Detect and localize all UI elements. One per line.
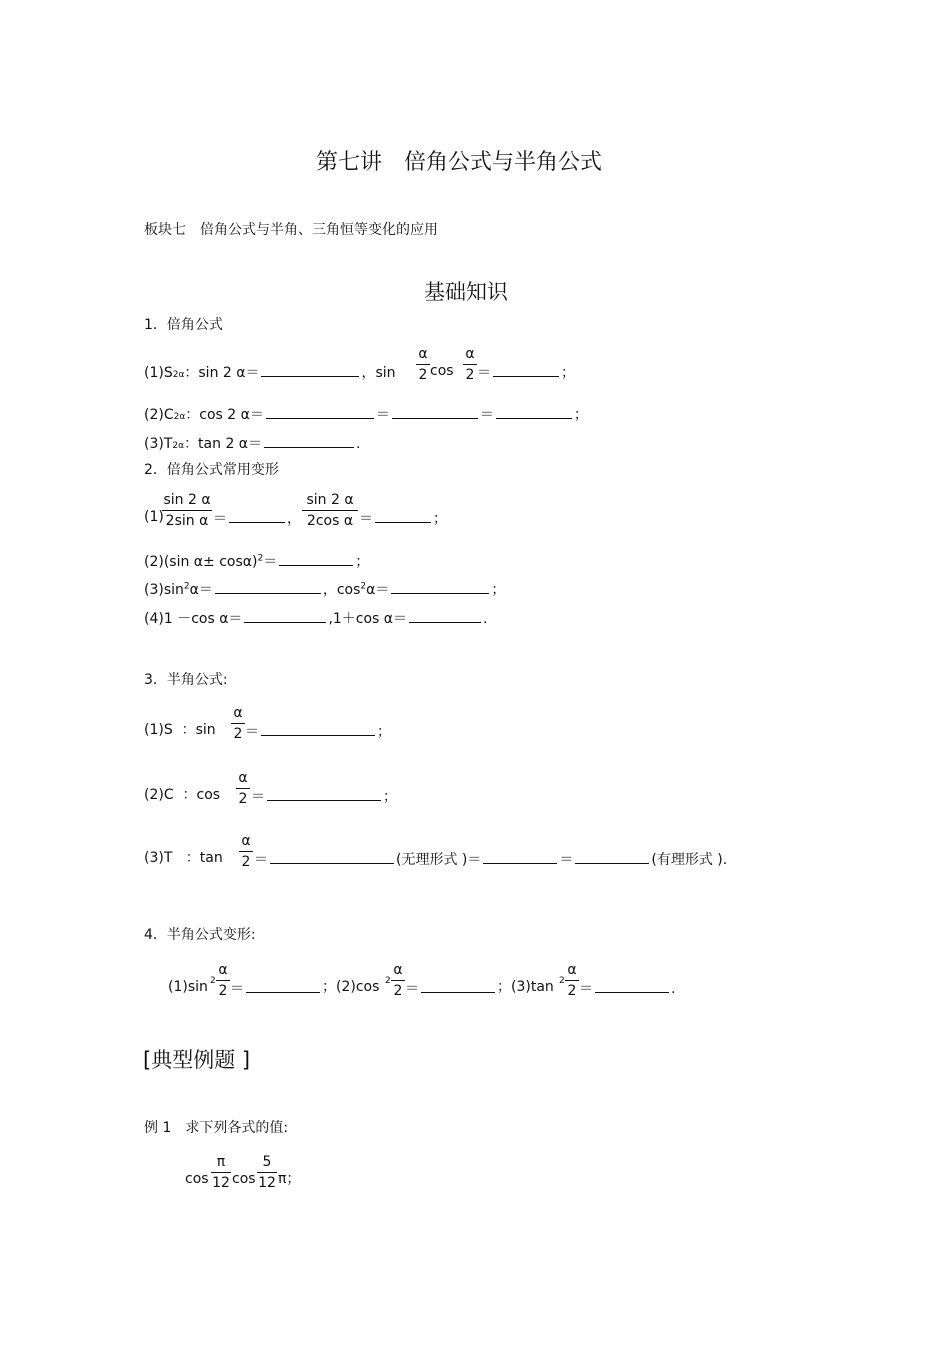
cos-label: cos [430,363,454,379]
s1-line3: (3)T2α：tan 2 α＝ . [144,436,361,452]
blank [391,581,489,594]
sup-2: 2 [385,976,391,986]
blank [264,435,354,448]
blank [261,364,359,377]
s4-item3: ；(3)tan [497,979,554,995]
frac-alpha-over-2: α 2 [463,347,477,382]
page-title: 第七讲 倍角公式与半角公式 [316,150,603,175]
s4-item2: ；(2)cos [322,979,380,995]
blank [392,406,478,419]
examples-heading: [典型例题 ] [143,1048,251,1072]
frac-sin2a-over-2cosa: sin 2 α 2cos α [302,493,358,528]
s4-item1-eq: ＝ [230,980,322,996]
frac-alpha-over-2: α 2 [216,963,230,998]
s3-line3-eq: ＝ (无理形式 )＝ ＝ (有理形式 ). [254,852,728,868]
s3-line2-eq: ＝ ； [251,789,397,805]
s3-line2: (2)C ：cos [144,787,221,803]
cos-label: cos [185,1171,209,1187]
s4-heading: 4．半角公式变形: [144,927,256,943]
sup-2: 2 [210,976,216,986]
s2-item1-label: (1) [144,509,164,525]
frac-alpha-over-2: α 2 [565,963,579,998]
blank [244,610,326,623]
s3-line1: (1)S ：sin [144,722,216,738]
frac-alpha-over-2: α 2 [391,963,405,998]
s1-heading: 1．倍角公式 [144,317,223,333]
blank [483,851,557,864]
s1-line1-end: ＝ ； [477,365,575,381]
blank [595,980,669,993]
s1-line1: (1)S2α：sin 2 α＝ ，sin [144,365,396,381]
s3-heading: 3．半角公式: [144,672,228,688]
example-1-tail: π； [278,1171,301,1187]
s2-line2: (2)(sin α± cosα)$^2$＝ ； [144,553,370,570]
frac-5-over-12: 5 12 [258,1154,276,1191]
blank [375,510,431,523]
s4-item3-eq: ＝ . [579,981,676,997]
blank [215,581,321,594]
s3-line1-eq: ＝ ； [245,724,391,740]
blank [266,406,374,419]
frac-alpha-over-2: α 2 [239,834,253,869]
s2-line3: $(3)\sin^2\alpha=$ ，$\cos^2\alpha=$ ； [144,581,506,598]
s2-line4: (4)1 －cos α＝ ,1＋cos α＝ . [144,611,488,627]
s4-item1: (1)sin [168,979,208,995]
s2-item1-eq2: ＝ ； [359,511,447,527]
module-subtitle: 板块七 倍角公式与半角、三角恒等变化的应用 [144,222,438,238]
blank [246,980,320,993]
blank [229,510,285,523]
s1-line2: (2)C2α：cos 2 α＝ ＝ ＝ ； [144,407,588,423]
blank [575,851,649,864]
blank [279,553,353,566]
blank [261,723,375,736]
cos-label: cos [232,1171,256,1187]
sup-2: 2 [559,976,565,986]
blank [421,980,495,993]
blank [493,364,559,377]
frac-alpha-over-2: α 2 [231,706,245,741]
blank [270,851,394,864]
s2-heading: 2．倍角公式常用变形 [144,462,279,478]
blank [496,406,572,419]
blank [267,788,381,801]
section-title: 基础知识 [424,280,508,304]
s4-item2-eq: ＝ [405,980,497,996]
frac-alpha-over-2: α 2 [236,771,250,806]
frac-alpha-over-2: α 2 [416,347,430,382]
s2-item1-eq: ＝ ， [213,511,301,527]
frac-sin2a-over-2sina: sin 2 α 2sin α [163,492,211,529]
frac-pi-over-12: π 12 [212,1154,230,1191]
blank [409,610,481,623]
example-1-label: 例 1 求下列各式的值: [144,1120,289,1136]
s3-line3: (3)T ：tan [144,850,223,866]
